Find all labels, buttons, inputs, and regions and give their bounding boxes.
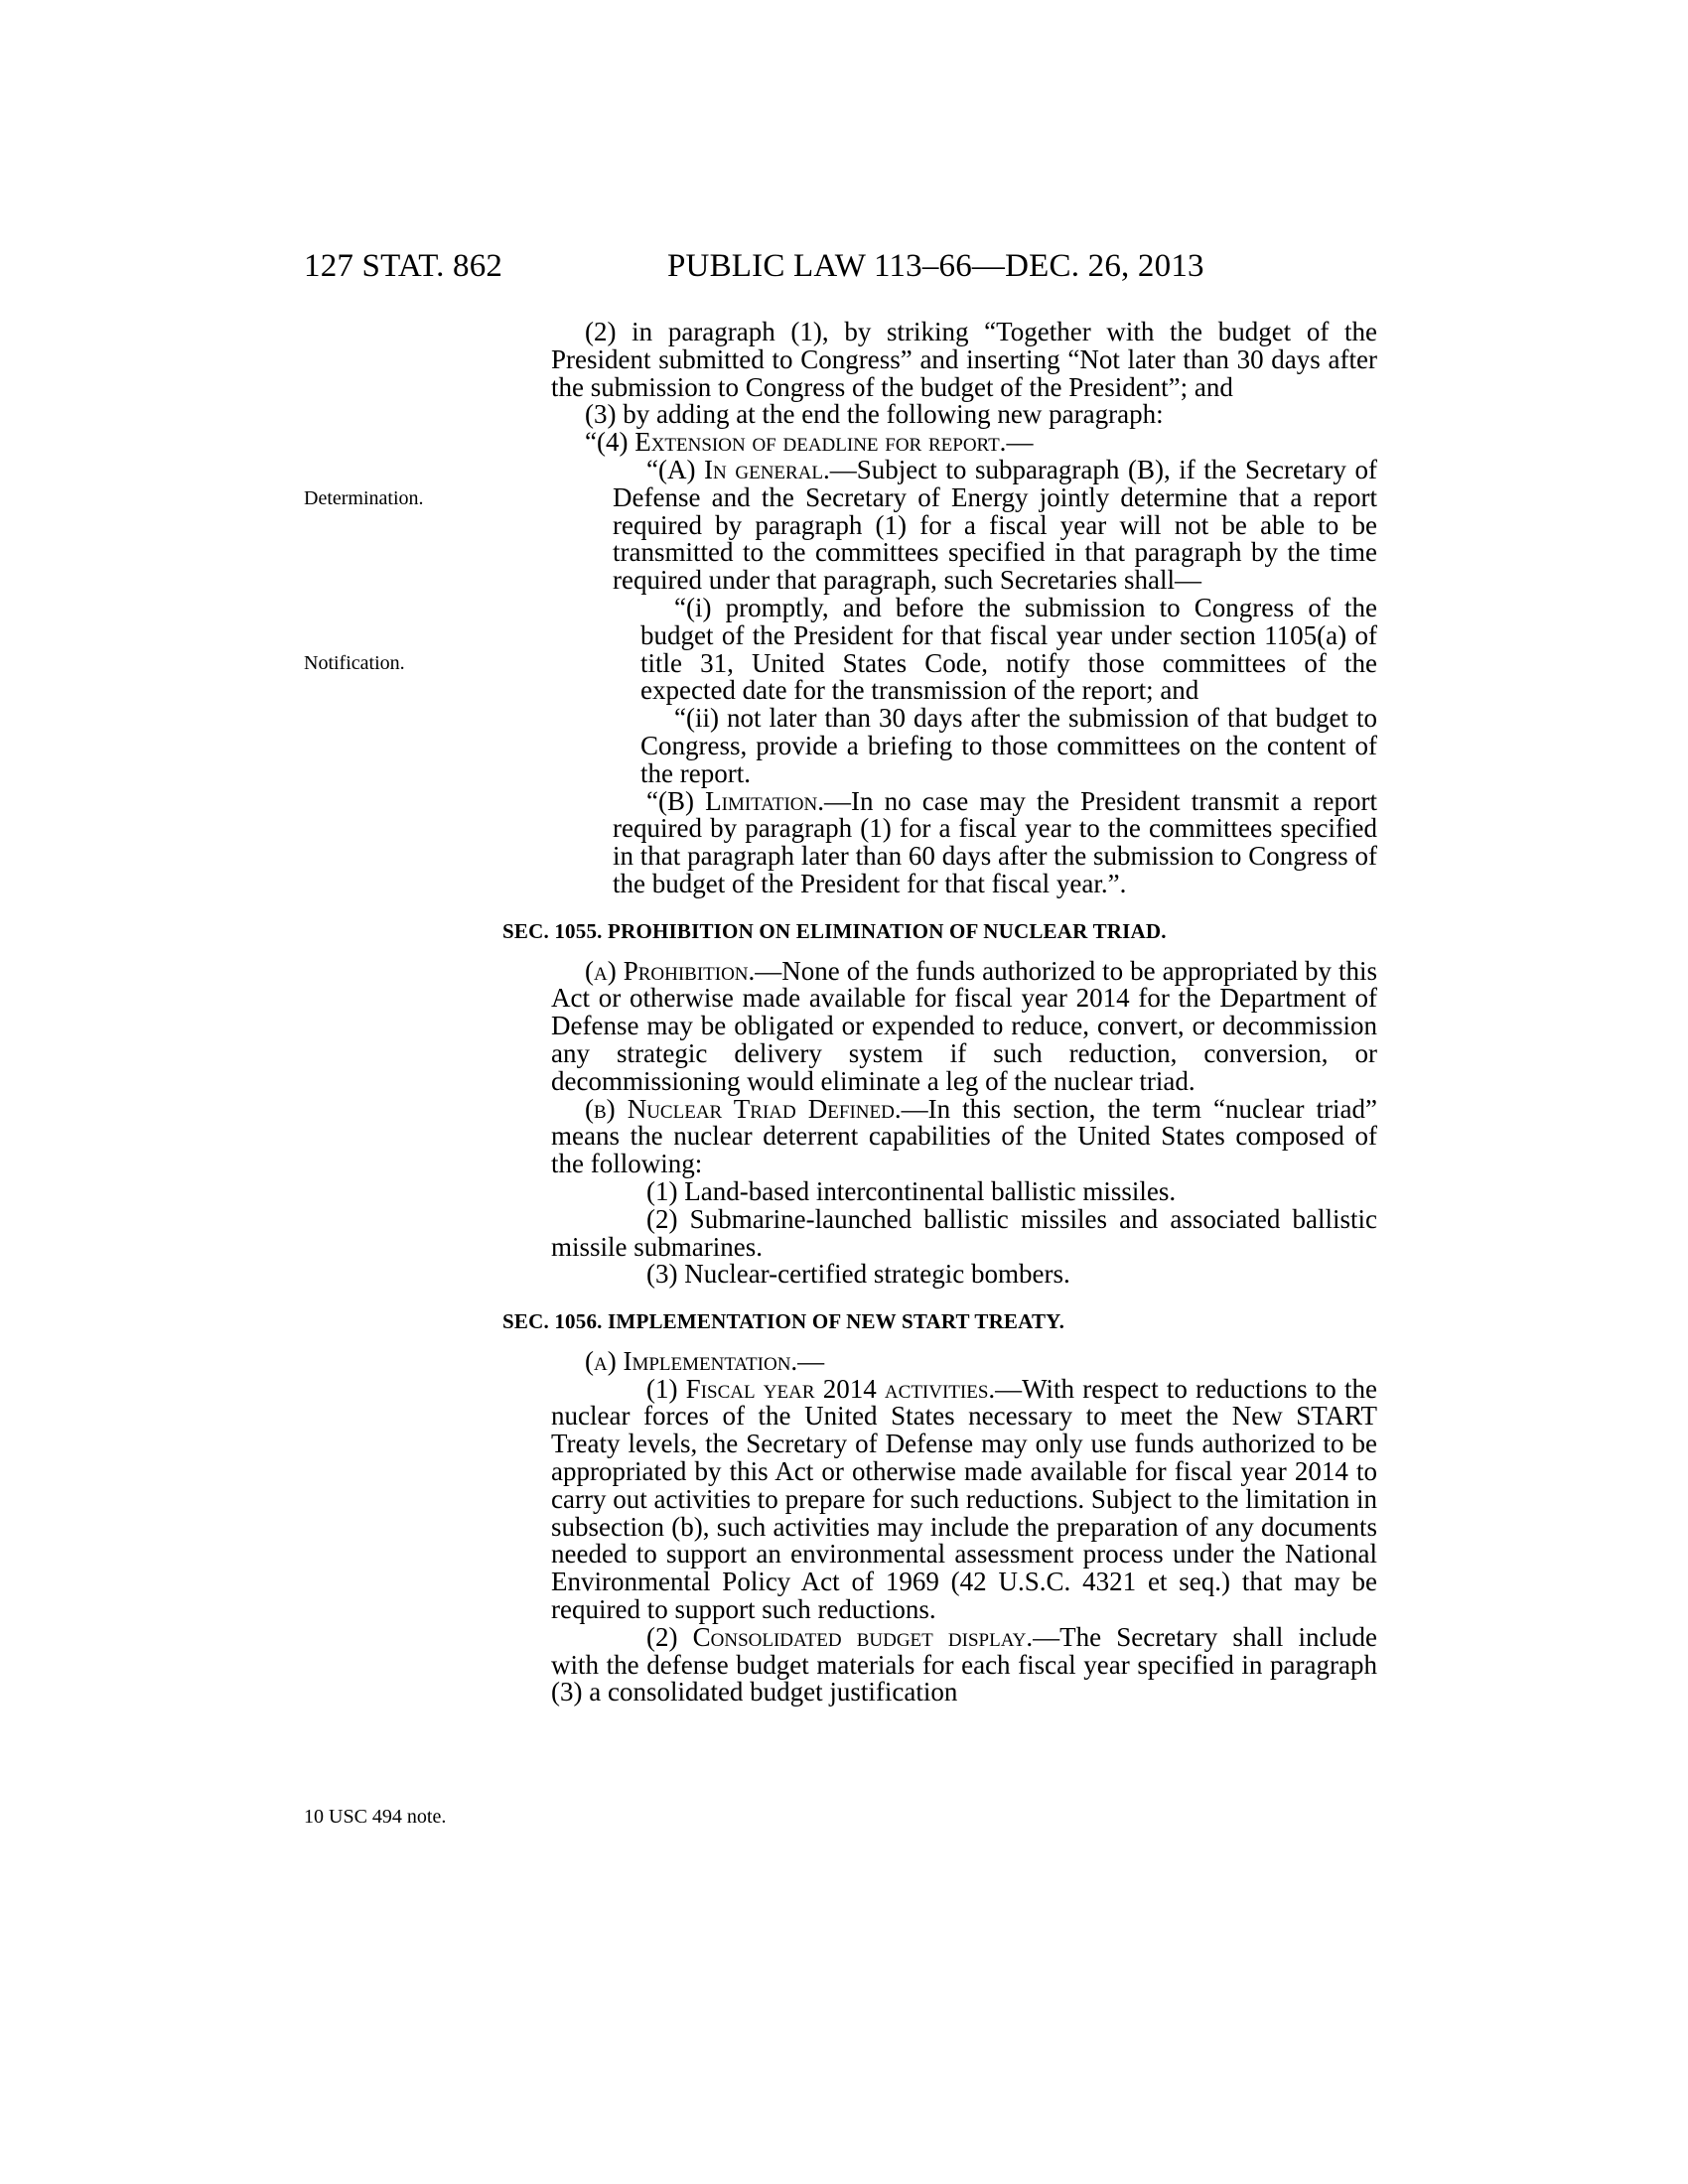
heading-dash: — — [797, 1345, 825, 1376]
margin-note-determination: Determination. — [304, 487, 424, 509]
paragraph — [551, 955, 1377, 1096]
paragraph-heading — [551, 429, 1377, 457]
section-heading-1055: SEC. 1055. PROHIBITION ON ELIMINATION OF NUCLEAR TRIAD. — [502, 918, 1167, 943]
paragraph-heading — [551, 1345, 1377, 1376]
running-header-title: PUBLIC LAW 113–66—DEC. 26, 2013 — [667, 248, 1204, 284]
clause: “(ii) not later than 30 days after the submission of that budget to Congress, provide a briefing to those committees on the content of the report. — [640, 703, 1377, 788]
paragraph-text: —With respect to reductions to the nuclear forces of the United States necessary to meet the New START Treaty levels, the Secretary of Defense may only use funds authorized to be appropriated by this Act or otherwise made available for fiscal year 2014 to carry out activities to prepare for such reductions. Subject to the limitation in subsection (b), such activities may include the preparation of any documents needed to support an environmental assessment process under the National Environmental Policy Act of 1969 (42 U.S.C. 4321 et seq.) that may be required to support such reductions. — [551, 1373, 1377, 1625]
subparagraph-heading: “(4) Extension of deadline for report. — [585, 427, 1007, 458]
paragraph — [551, 1373, 1377, 1625]
subsection-heading: (a) Implementation. — [585, 1345, 798, 1376]
page-stat-citation: 127 STAT. 862 — [304, 248, 503, 284]
subsection-heading: (a) Prohibition. — [585, 955, 756, 986]
paragraph — [551, 1621, 1377, 1707]
paragraph-text: —In this section, the term “nuclear triad” means the nuclear deterrent capabilities of the United States composed of the following: — [551, 1093, 1377, 1179]
list-item: (1) Land-based intercontinental ballistic missiles. — [646, 1175, 1177, 1206]
paragraph: (3) by adding at the end the following new paragraph: — [585, 399, 1164, 430]
margin-note-usc: 10 USC 494 note. — [304, 1806, 447, 1828]
paragraph-heading-text: (1) Fiscal year 2014 activities. — [646, 1373, 996, 1404]
paragraph — [551, 1093, 1377, 1179]
paragraph-text: —The Secretary shall include with the defense budget materials for each fiscal year specified in paragraph (3) a consolidated budget justification — [551, 1621, 1377, 1707]
document-body — [502, 317, 1377, 1707]
list-item: (3) Nuclear-certified strategic bombers. — [646, 1259, 1070, 1290]
paragraph-text: —Subject to subparagraph (B), if the Secretary of Defense and the Secretary of Energy jointly determine that a report required by paragraph (1) for a fiscal year will not be able to be transmitted to the committees specified in that paragraph by the time required under that paragraph, such Secretaries shall— — [613, 454, 1377, 596]
heading-dash: — — [1006, 427, 1034, 458]
paragraph-text: —None of the funds authorized to be appropriated by this Act or otherwise made available for fiscal year 2014 for the Department of Defense may be obligated or expended to reduce, convert, or decommission any strategic delivery system if such reduction, conversion, or decommissioning would eliminate a leg of the nuclear triad. — [551, 955, 1377, 1096]
subparagraph-heading: “(B) Limitation. — [646, 785, 824, 816]
section-heading-1056: SEC. 1056. IMPLEMENTATION OF NEW START TREATY. — [502, 1309, 1065, 1334]
list-item: (2) Submarine-launched ballistic missiles and associated ballistic missile submarines. — [551, 1203, 1377, 1262]
paragraph-heading-text: (2) Consolidated budget display. — [646, 1621, 1034, 1652]
paragraph — [551, 785, 1377, 898]
clause: “(i) promptly, and before the submission to Congress of the budget of the President for that fiscal year under section 1105(a) of title 31, United States Code, notify those committees of the expected date for the transmission of the report; and — [640, 592, 1377, 706]
paragraph — [551, 454, 1377, 596]
paragraph-text: —In no case may the President transmit a report required by paragraph (1) for a fiscal year to the committees specified in that paragraph later than 60 days after the submission to Congress of the budget of the President for that fiscal year.”. — [613, 785, 1377, 898]
margin-note-notification: Notification. — [304, 652, 405, 674]
subsection-heading: (b) Nuclear Triad Defined. — [585, 1093, 902, 1124]
paragraph: (2) in paragraph (1), by striking “Together with the budget of the President submitted to Congress” and inserting “Not later than 30 days after the submission to Congress of the budget of the President”; and — [551, 317, 1377, 402]
subparagraph-heading: “(A) In general. — [646, 454, 830, 484]
